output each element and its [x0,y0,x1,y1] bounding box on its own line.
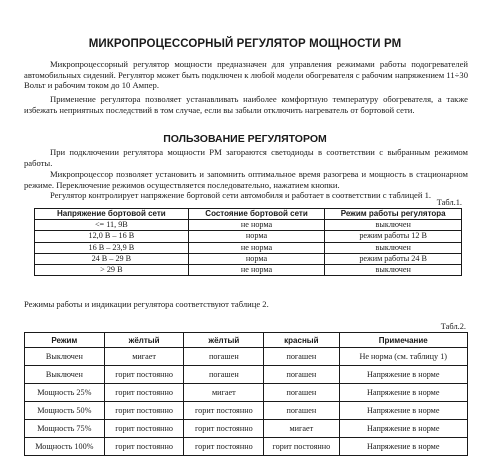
voltage-table [34,208,462,276]
table1-row [35,253,462,264]
table1-cell: выключен [325,242,462,253]
table1-row [35,242,462,253]
table2-cell: Выключен [25,366,105,384]
modes-table [24,332,468,456]
table1-header: Напряжение бортовой сети [35,209,189,220]
table1-cell: выключен [325,264,462,275]
table2-cell: горит постоянно [264,438,339,456]
table2-cell: Мощность 100% [25,438,105,456]
table1-cell: выключен [325,220,462,231]
table2-cell: горит постоянно [104,402,184,420]
table1-row [35,231,462,242]
table2-header: жёлтый [184,333,264,348]
table1-cell: 16 В – 23,9 В [35,242,189,253]
table1-cell: режим работы 24 В [325,253,462,264]
table1-cell: норма [188,231,325,242]
table1-header-row [35,209,462,220]
table2-intro: Режимы работы и индикации регулятора соответствуют таблице 2. [24,299,269,309]
table1-cell: режим работы 12 В [325,231,462,242]
table2-cell: горит постоянно [184,402,264,420]
table2-cell: горит постоянно [104,420,184,438]
table2-cell: Напряжение в норме [339,420,468,438]
table2-header: Примечание [339,333,468,348]
table2-cell: горит постоянно [184,420,264,438]
table2-header: Режим [25,333,105,348]
table2-cell: горит постоянно [104,438,184,456]
table2-header: жёлтый [104,333,184,348]
table1-label: Табл.1. [436,198,462,207]
table2-cell: мигает [184,384,264,402]
table2-cell: погашен [264,384,339,402]
table2-cell: погашен [264,402,339,420]
table2-cell: Напряжение в норме [339,402,468,420]
table2-cell: погашен [184,348,264,366]
document-title: МИКРОПРОЦЕССОРНЫЙ РЕГУЛЯТОР МОЩНОСТИ РМ [88,38,402,50]
table1-cell: норма [188,253,325,264]
table2-cell: мигает [264,420,339,438]
table2-cell: Мощность 25% [25,384,105,402]
table2-cell: Выключен [25,348,105,366]
table2-cell: мигает [104,348,184,366]
table1-cell: не норма [188,242,325,253]
table2-cell: погашен [264,348,339,366]
table1-cell: не норма [188,264,325,275]
table2-label: Табл.2. [440,322,466,331]
table1-row [35,264,462,275]
section-heading: ПОЛЬЗОВАНИЕ РЕГУЛЯТОРОМ [163,133,327,145]
table1-cell: > 29 В [35,264,189,275]
table1-header: Режим работы регулятора [325,209,462,220]
table2-row [25,384,468,402]
table1-cell: 12,0 В – 16 В [35,231,189,242]
table1-cell: <= 11, 9В [35,220,189,231]
table1-cell: не норма [188,220,325,231]
table2-row [25,366,468,384]
intro-paragraph-1: Микропроцессорный регулятор мощности предназначен для управления режимами работы подогревателей автомобильных сидений. Регулятор может быть подключен к любой модели обогревателя с рабочим напряжением 11÷30 Вольт и рабочим током до 10 Ампер. [24,59,468,91]
table2-cell: горит постоянно [104,366,184,384]
table2-header: красный [264,333,339,348]
table2-cell: Напряжение в норме [339,366,468,384]
intro-paragraph-2: Применение регулятора позволяет устанавливать наиболее комфортную температуру обогревателя, а также избежать неприятных последствий в том случае, если вы забыли отключить нагреватель от бортовой сети. [24,94,468,115]
table1-row [35,220,462,231]
table2-row [25,420,468,438]
table1-cell: 24 В – 29 В [35,253,189,264]
table2-cell: погашен [264,366,339,384]
table2-row [25,402,468,420]
table2-cell: Мощность 75% [25,420,105,438]
section-paragraph-3: Регулятор контролирует напряжение бортовой сети автомобиля и работает в соответствии с таблицей 1. [50,190,432,200]
table1-header: Состояние бортовой сети [188,209,325,220]
table2-cell: Мощность 50% [25,402,105,420]
section-paragraph-1: При подключении регулятора мощности РМ загораются светодиоды в соответствии с выбранным режимом работы. [24,147,468,168]
table2-cell: Напряжение в норме [339,384,468,402]
table2-cell: погашен [184,366,264,384]
table2-cell: горит постоянно [184,438,264,456]
table2-cell: Напряжение в норме [339,438,468,456]
table2-cell: Не норма (см. таблицу 1) [339,348,468,366]
section-paragraph-2: Микропроцессор позволяет установить и запомнить оптимальное время разогрева и мощность в стационарном режиме. Переключение режимов осуществляется последовательно, нажатием кнопки. [24,169,468,190]
table2-cell: горит постоянно [104,384,184,402]
table2-row [25,438,468,456]
table2-header-row [25,333,468,348]
table2-row [25,348,468,366]
